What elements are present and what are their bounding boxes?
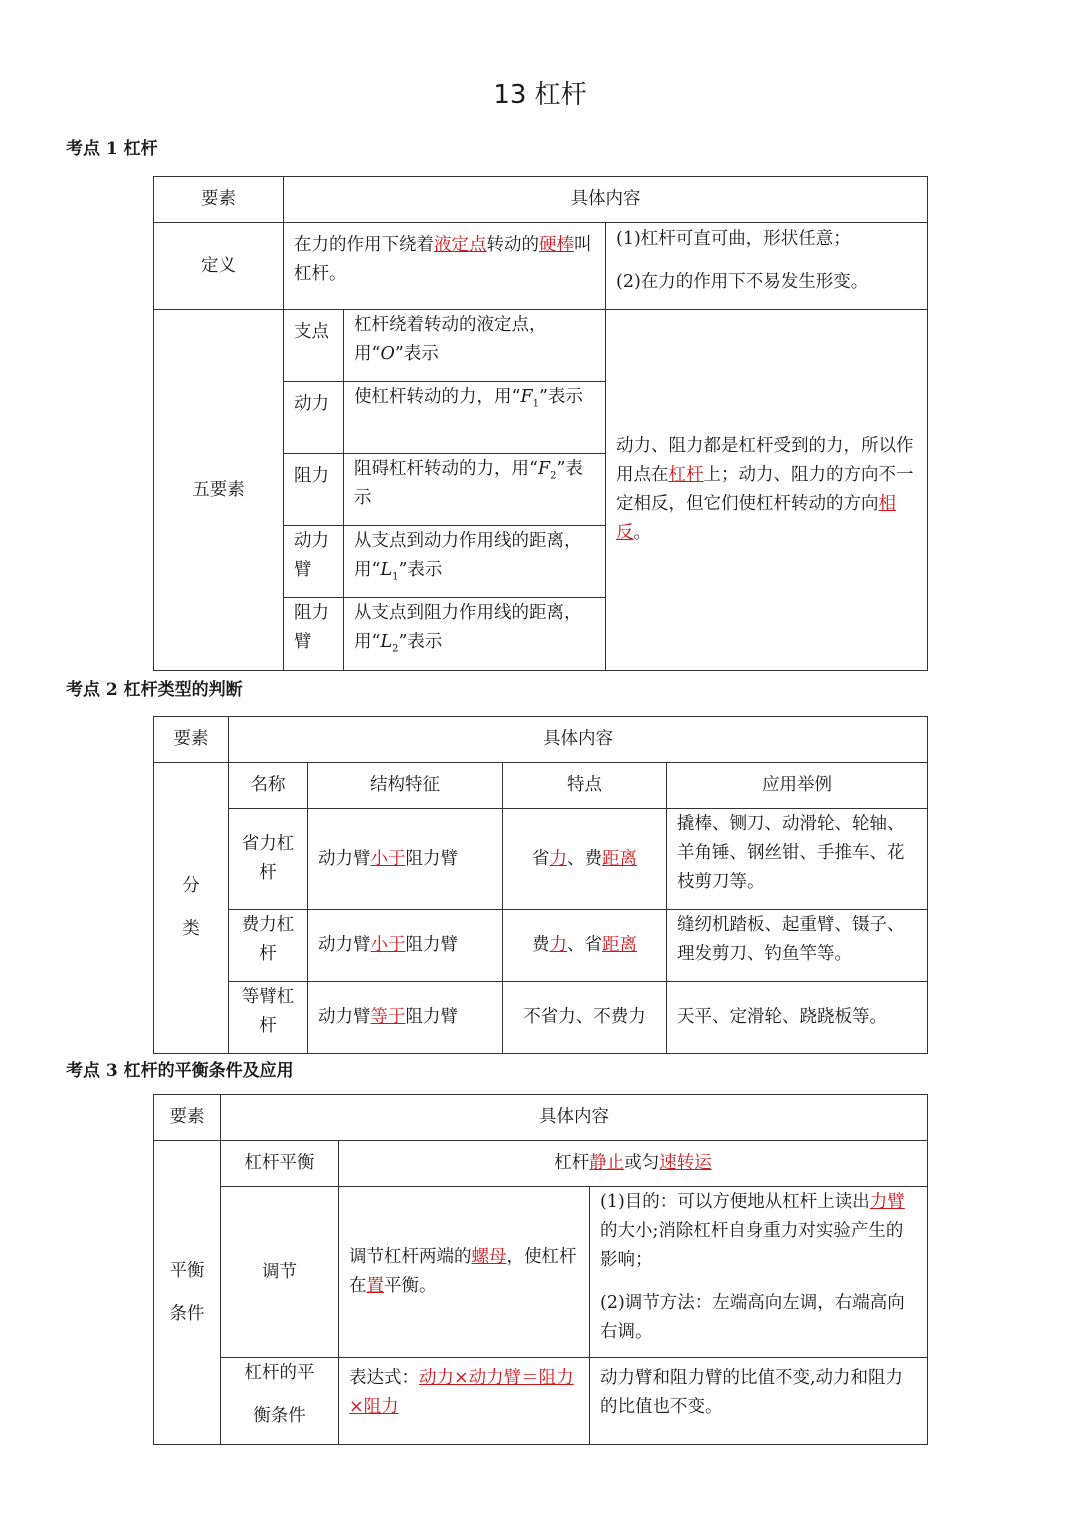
lever-types-table xyxy=(153,716,928,1054)
type-name: 等臂杠杆 xyxy=(229,982,308,1054)
equilibrium-label: 杠杆平衡 xyxy=(221,1141,339,1187)
type-name: 省力杠杆 xyxy=(229,809,308,910)
header-element: 要素 xyxy=(154,177,284,223)
balance-condition-table xyxy=(153,1094,928,1445)
effort-arm-label: 动力臂 xyxy=(284,526,344,598)
fulcrum-desc: 杠杆绕着转动的液定点，用“O”表示 xyxy=(344,310,606,382)
load-desc: 阻碍杠杆转动的力，用“$F_2$”表示 xyxy=(344,454,606,526)
condition-expression: 表达式：动力×动力臂＝阻力×阻力 xyxy=(339,1358,590,1445)
type-application: 撬棒、铡刀、动滑轮、轮轴、羊角锤、钢丝钳、手推车、花枝剪刀等。 xyxy=(667,809,928,910)
effort-desc: 使杠杆转动的力，用“$F_1$”表示 xyxy=(344,382,606,454)
classification-label: 分 类 xyxy=(154,763,229,1054)
section-heading-2: 考点 2 杠杆类型的判断 xyxy=(66,680,243,700)
type-structure: 动力臂小于阻力臂 xyxy=(308,809,503,910)
page-title: 13 杠杆 xyxy=(493,80,587,110)
type-application: 天平、定滑轮、跷跷板等。 xyxy=(667,982,928,1054)
type-feature: 费力、省距离 xyxy=(503,910,667,982)
header-element: 要素 xyxy=(154,717,229,763)
adjust-label: 调节 xyxy=(221,1187,339,1358)
type-structure: 动力臂等于阻力臂 xyxy=(308,982,503,1054)
elements-note: 动力、阻力都是杠杆受到的力，所以作用点在杠杆上；动力、阻力的方向不一定相反，但它们使杠杆转动的方向相反。 xyxy=(606,310,928,671)
header-content: 具体内容 xyxy=(284,177,928,223)
type-application: 缝纫机踏板、起重臂、镊子、理发剪刀、钓鱼竿等。 xyxy=(667,910,928,982)
definition-label: 定义 xyxy=(154,223,284,310)
condition-note: 动力臂和阻力臂的比值不变,动力和阻力的比值也不变。 xyxy=(590,1358,928,1445)
col-name: 名称 xyxy=(229,763,308,809)
type-feature: 不省力、不费力 xyxy=(503,982,667,1054)
load-arm-desc: 从支点到阻力作用线的距离，用“$L_2$”表示 xyxy=(344,598,606,671)
definition-text: 在力的作用下绕着液定点转动的硬棒叫杠杆。 xyxy=(284,223,606,310)
five-elements-label: 五要素 xyxy=(154,310,284,671)
section-heading-1: 考点 1 杠杆 xyxy=(66,139,158,159)
adjust-notes: (1)目的：可以方便地从杠杆上读出力臂的大小;消除杠杆自身重力对实验产生的影响； (2)调节方法：左端高向左调，右端高向右调。 xyxy=(590,1187,928,1358)
equilibrium-desc: 杠杆静止或匀速转运 xyxy=(339,1141,928,1187)
effort-label: 动力 xyxy=(284,382,344,454)
section-heading-3: 考点 3 杠杆的平衡条件及应用 xyxy=(66,1061,294,1081)
definition-notes: (1)杠杆可直可曲，形状任意； (2)在力的作用下不易发生形变。 xyxy=(606,223,928,310)
lever-definition-table xyxy=(153,176,928,671)
condition-label: 杠杆的平 衡条件 xyxy=(221,1358,339,1445)
header-content: 具体内容 xyxy=(229,717,928,763)
type-name: 费力杠杆 xyxy=(229,910,308,982)
effort-arm-desc: 从支点到动力作用线的距离，用“$L_1$”表示 xyxy=(344,526,606,598)
col-feature: 特点 xyxy=(503,763,667,809)
col-application: 应用举例 xyxy=(667,763,928,809)
header-content: 具体内容 xyxy=(221,1095,928,1141)
col-structure: 结构特征 xyxy=(308,763,503,809)
load-label: 阻力 xyxy=(284,454,344,526)
adjust-desc: 调节杠杆两端的螺母，使杠杆在置平衡。 xyxy=(339,1187,590,1358)
balance-condition-label: 平衡 条件 xyxy=(154,1141,221,1445)
type-feature: 省力、费距离 xyxy=(503,809,667,910)
fulcrum-label: 支点 xyxy=(284,310,344,382)
header-element: 要素 xyxy=(154,1095,221,1141)
type-structure: 动力臂小于阻力臂 xyxy=(308,910,503,982)
load-arm-label: 阻力臂 xyxy=(284,598,344,671)
